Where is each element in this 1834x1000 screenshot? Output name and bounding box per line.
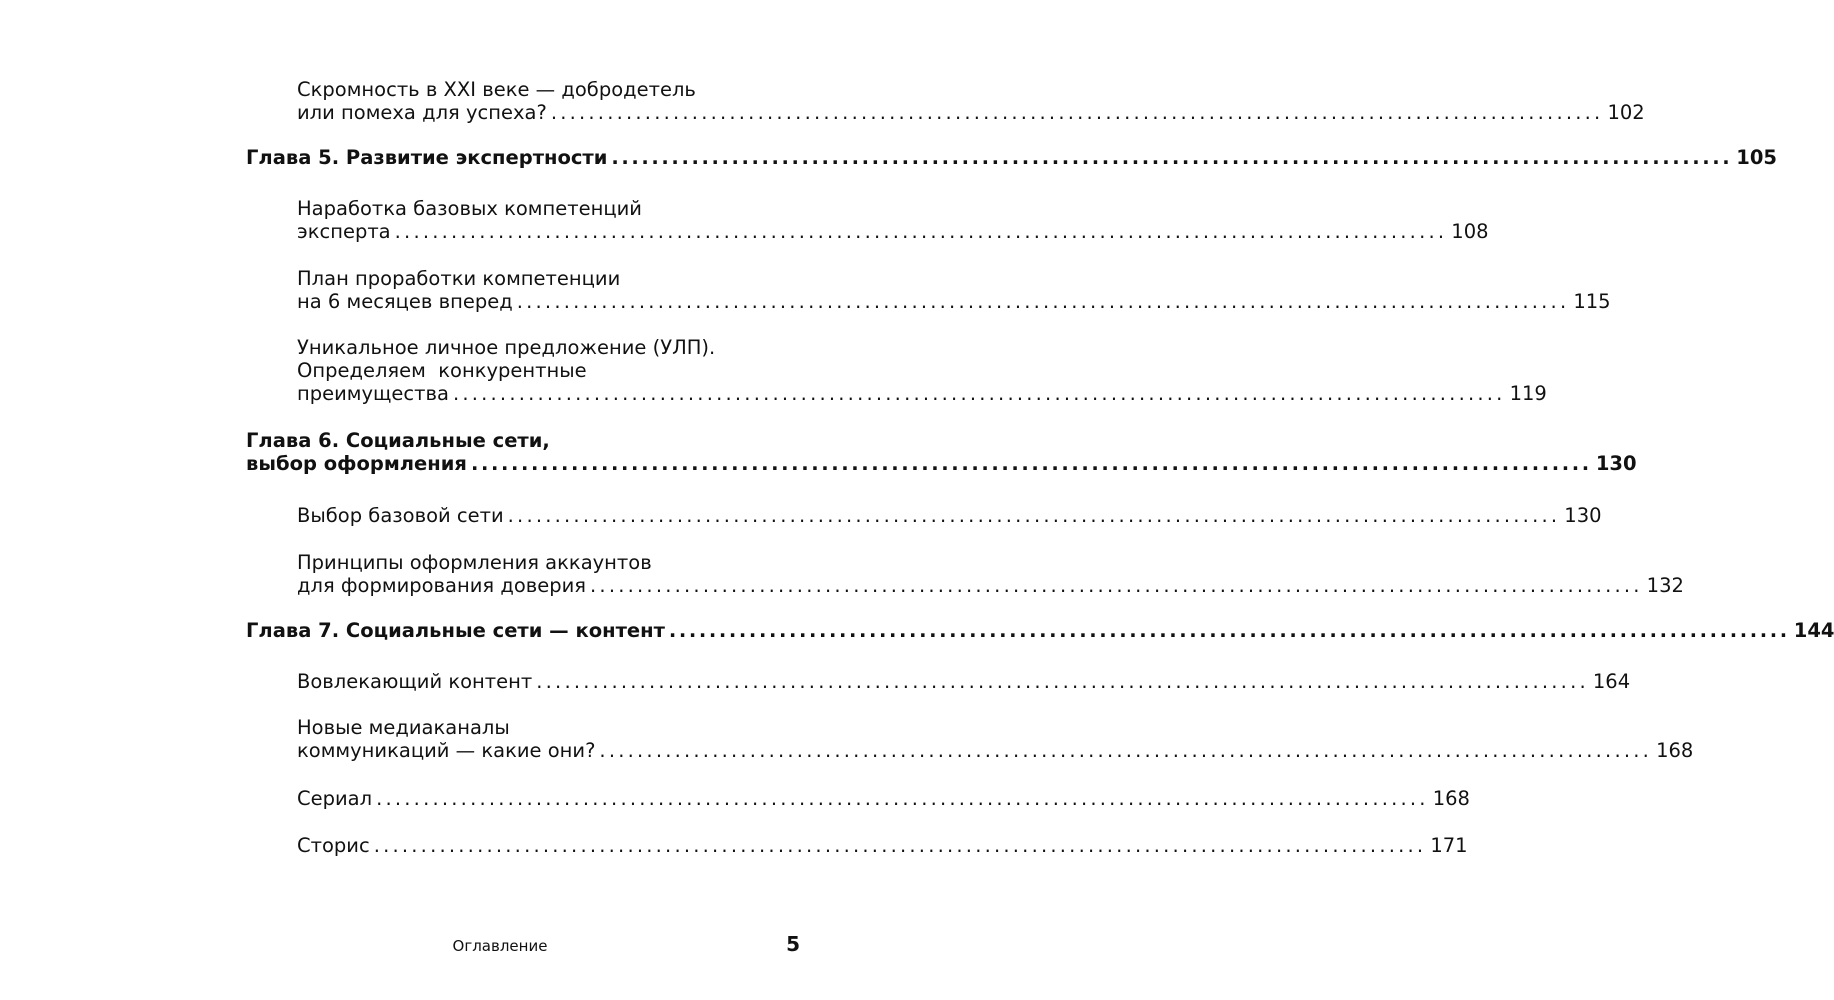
toc-entry[interactable] (297, 78, 1645, 124)
toc-entry-title-line: Наработка базовых компетенций (297, 197, 642, 220)
toc-entry-title-line: преимущества (297, 382, 449, 405)
toc-entry[interactable] (297, 336, 1547, 405)
toc-entry[interactable] (297, 787, 1470, 810)
toc-chapter-entry[interactable] (246, 619, 1834, 642)
chapter-title: Глава 5. Развитие экспертности (246, 146, 608, 169)
dot-leader: ................................................................................................................ (470, 452, 1592, 475)
dot-leader: ................................................................................................................ (516, 290, 1570, 313)
chapter-title-line: Глава 6. Социальные сети, (246, 429, 550, 452)
toc-entry-title-line: Вовлекающий контент (297, 670, 533, 693)
page-number: 5 (786, 932, 800, 956)
toc-page-number: 130 (1595, 452, 1637, 475)
toc-page-number: 130 (1564, 504, 1602, 527)
dot-leader: ................................................................................................................ (668, 619, 1790, 642)
toc-entry[interactable] (297, 834, 1468, 857)
toc-page-number: 168 (1656, 739, 1694, 762)
toc-entry[interactable] (297, 716, 1694, 762)
toc-entry[interactable] (297, 504, 1602, 527)
toc-entry-title-line: Выбор базовой сети (297, 504, 504, 527)
toc-entry[interactable] (297, 670, 1631, 693)
dot-leader: ................................................................................................................ (394, 220, 1448, 243)
toc-page-number: 115 (1573, 290, 1611, 313)
dot-leader: ................................................................................................................ (507, 504, 1561, 527)
toc-page-number: 144 (1793, 619, 1834, 642)
toc-chapter-entry[interactable] (246, 429, 1637, 475)
toc-page-number: 164 (1592, 670, 1631, 693)
chapter-title: Глава 7. Социальные сети — контент (246, 619, 665, 642)
toc-entry-title-line: для формирования доверия (297, 574, 587, 597)
toc-entry-title-line: Сериал (297, 787, 373, 810)
toc-chapter-entry[interactable] (246, 146, 1777, 169)
toc-entry-title-line: Принципы оформления аккаунтов (297, 551, 652, 574)
toc-entry-title-line: или помеха для успеха? (297, 101, 547, 124)
dot-leader: ................................................................................................................ (452, 382, 1506, 405)
toc-page-number: 171 (1430, 834, 1468, 857)
toc-page-number: 132 (1646, 574, 1684, 597)
toc-entry-title-line: План проработки компетенции (297, 267, 621, 290)
chapter-title-line: выбор оформления (246, 452, 467, 475)
dot-leader: ................................................................................................................ (376, 787, 1429, 810)
toc-entry-title-line: коммуникаций — какие они? (297, 739, 596, 762)
toc-page-number: 168 (1432, 787, 1470, 810)
toc-entry-title-line: Определяем конкурентные (297, 359, 587, 382)
dot-leader: ................................................................................................................ (611, 146, 1733, 169)
dot-leader: ................................................................................................................ (599, 739, 1653, 762)
toc-entry-title-line: эксперта (297, 220, 391, 243)
dot-leader: ................................................................................................................ (550, 101, 1604, 124)
dot-leader: ................................................................................................................ (373, 834, 1427, 857)
toc-page-number: 119 (1509, 382, 1547, 405)
toc-entry[interactable] (297, 551, 1684, 597)
toc-entry[interactable] (297, 267, 1611, 313)
toc-page-number: 102 (1607, 101, 1645, 124)
toc-entry-title-line: Уникальное личное предложение (УЛП). (297, 336, 716, 359)
toc-page-number: 108 (1451, 220, 1489, 243)
running-footer-title: Оглавление (452, 937, 548, 955)
toc-entry-title-line: на 6 месяцев вперед (297, 290, 513, 313)
dot-leader: ................................................................................................................ (536, 670, 1589, 693)
toc-page-number: 105 (1736, 146, 1777, 169)
dot-leader: ................................................................................................................ (590, 574, 1643, 597)
toc-entry[interactable] (297, 197, 1489, 243)
toc-entry-title-line: Новые медиаканалы (297, 716, 510, 739)
toc-entry-title-line: Сторис (297, 834, 370, 857)
toc-entry-title-line: Скромность в XXI веке — добродетель (297, 78, 696, 101)
